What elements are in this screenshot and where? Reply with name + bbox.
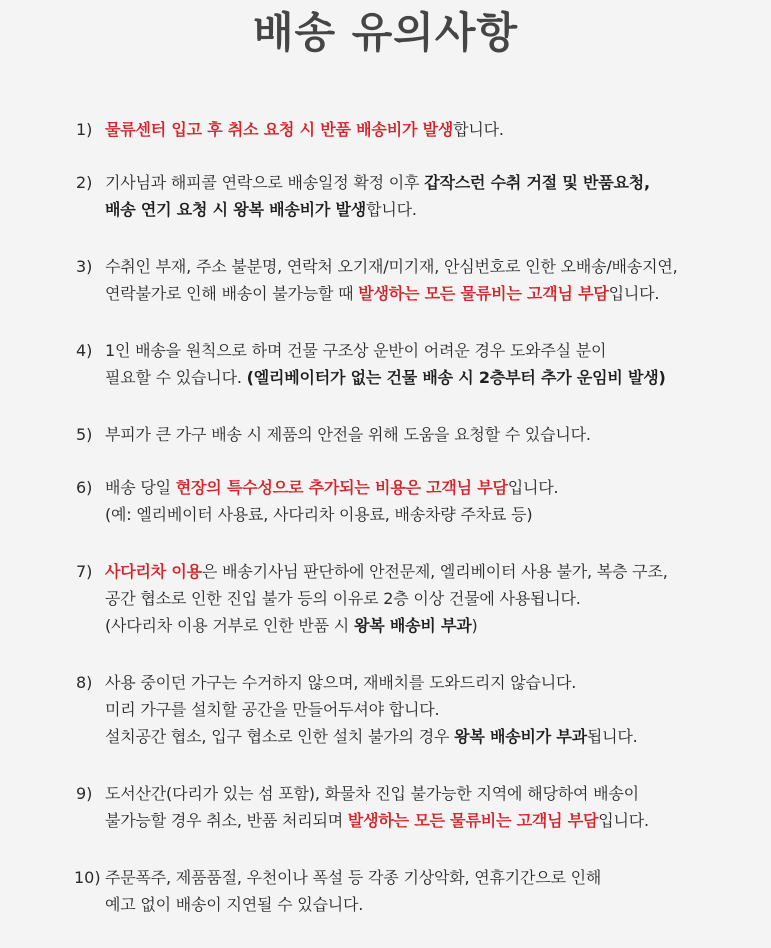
notice-line [105,723,762,750]
notice-item [72,253,762,307]
notice-text: 합니다. [453,120,504,139]
notice-line [105,696,762,723]
notice-line [105,864,762,891]
emphasis-text: 갑작스런 수취 거절 및 반품요청, [424,173,650,192]
notice-text: 기사님과 해피콜 연락으로 배송일정 확정 이후 [105,173,425,192]
notice-item [72,116,762,143]
notice-text: 주문폭주, 제품품절, 우천이나 폭설 등 각종 기상악화, 연휴기간으로 인해 [105,868,602,887]
notice-text: 사용 중이던 가구는 수거하지 않으며, 재배치를 도와드리지 않습니다. [105,673,577,692]
notice-line [105,280,762,307]
notice-text: 예고 없이 배송이 지연될 수 있습니다. [105,895,364,914]
notice-text: 연락불가로 인해 배송이 불가능할 때 [105,284,359,303]
notice-line [105,421,762,448]
notice-line [105,891,762,918]
notice-text: 설치공간 협소, 입구 협소로 인한 설치 불가의 경우 [105,727,455,746]
notice-text: 수취인 부재, 주소 불분명, 연락처 오기재/미기재, 안심번호로 인한 오배송/배송지연, [105,257,678,276]
notice-item [72,474,762,528]
notice-text: 미리 가구를 설치할 공간을 만들어두셔야 합니다. [105,700,440,719]
notice-number: 1) [76,120,93,139]
notice-number: 3) [76,257,93,276]
notice-item [72,337,762,391]
notice-line [105,807,762,834]
notice-text: 입니다. [507,478,559,497]
notice-number: 2) [76,173,93,192]
notice-text: (예: 엘리베이터 사용료, 사다리차 이용료, 배송차량 주차료 등) [105,505,533,524]
emphasis-text: 왕복 배송비 부과 [353,616,472,635]
notice-line [105,612,762,639]
highlight-text: 현장의 특수성으로 추가되는 비용은 고객님 부담 [175,478,508,497]
notice-item [72,864,762,918]
notice-text: 부피가 큰 가구 배송 시 제품의 안전을 위해 도움을 요청할 수 있습니다. [105,425,591,444]
notice-line [105,169,762,196]
notice-line [105,669,762,696]
page-title: 배송 유의사항 [252,8,519,57]
notice-line [105,780,762,807]
notice-number: 9) [76,784,93,803]
emphasis-text: 배송 연기 요청 시 왕복 배송비가 발생 [105,200,367,219]
notice-text: 1인 배송을 원칙으로 하며 건물 구조상 운반이 어려운 경우 도와주실 분이 [105,341,607,360]
notice-text: 도서산간(다리가 있는 섬 포함), 화물차 진입 불가능한 지역에 해당하여 배송이 [105,784,639,803]
notice-item [72,558,762,639]
notice-line [105,474,762,501]
notice-number: 8) [76,673,93,692]
notice-list [72,116,762,948]
notice-text: 필요할 수 있습니다. [105,368,247,387]
highlight-text: 사다리차 이용 [105,562,202,581]
notice-item [72,421,762,448]
notice-line [105,116,762,143]
notice-line [105,337,762,364]
notice-item [72,780,762,834]
notice-text: 입니다. [608,284,660,303]
notice-line [105,253,762,280]
notice-line [105,501,762,528]
notice-number: 5) [76,425,93,444]
notice-text: 입니다. [598,811,649,830]
emphasis-text: 왕복 배송비가 부과 [454,727,587,746]
notice-text: 불가능할 경우 취소, 반품 처리되며 [105,811,348,830]
notice-text: 배송 당일 [105,478,176,497]
highlight-text: 물류센터 입고 후 취소 요청 시 반품 배송비가 발생 [105,120,454,139]
notice-line [105,196,762,223]
notice-text: 공간 협소로 인한 진입 불가 등의 이유로 2층 이상 건물에 사용됩니다. [105,589,581,608]
notice-text: 은 배송기사님 판단하에 안전문제, 엘리베이터 사용 불가, 복층 구조, [201,562,668,581]
notice-number: 6) [76,478,93,497]
emphasis-text: (엘리베이터가 없는 건물 배송 시 2층부터 추가 운임비 발생) [246,368,666,387]
notice-text: ) [471,616,478,635]
notice-text: 합니다. [366,200,417,219]
notice-text: (사다리차 이용 거부로 인한 반품 시 [105,616,354,635]
notice-number: 7) [76,562,93,581]
notice-item [72,669,762,750]
notice-line [105,364,762,391]
highlight-text: 발생하는 모든 물류비는 고객님 부담 [347,811,599,830]
notice-item [72,169,762,223]
notice-number: 4) [76,341,93,360]
notice-line [105,585,762,612]
notice-number: 10) [74,868,101,887]
notice-text: 됩니다. [586,727,638,746]
notice-line [105,558,762,585]
highlight-text: 발생하는 모든 물류비는 고객님 부담 [358,284,609,303]
